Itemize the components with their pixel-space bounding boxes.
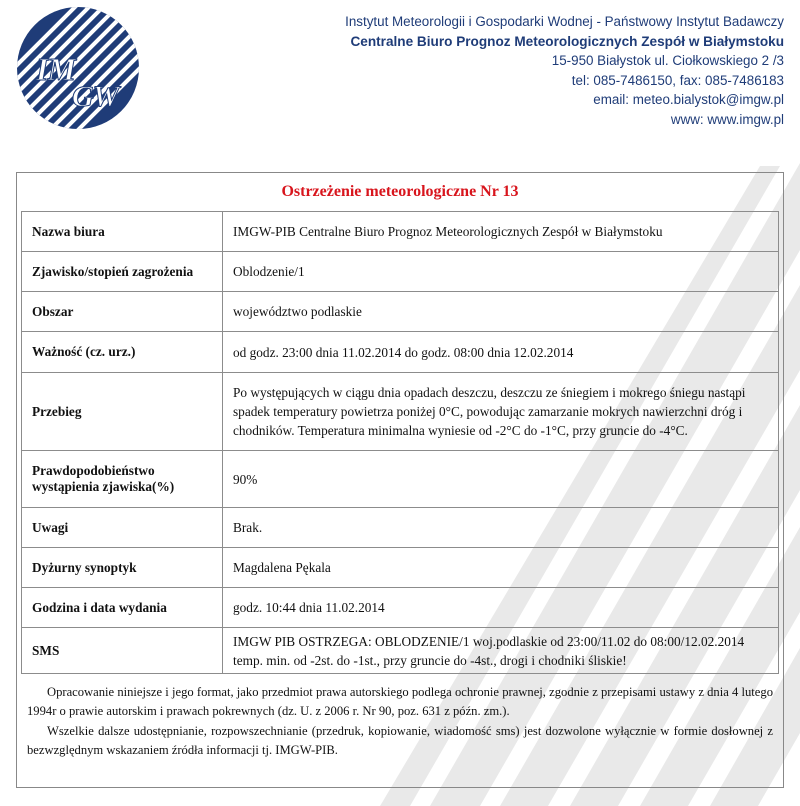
row-value: 90% [223, 451, 779, 508]
row-label: Przebieg [22, 373, 223, 451]
row-value: Magdalena Pękala [223, 548, 779, 588]
imgw-logo [16, 6, 140, 130]
row-value: Oblodzenie/1 [223, 252, 779, 292]
row-value: IMGW-PIB Centralne Biuro Prognoz Meteorologicznych Zespół w Białymstoku [223, 212, 779, 252]
office-name: Centralne Biuro Prognoz Meteorologicznych Zespół w Białymstoku [350, 33, 784, 49]
warning-table [21, 211, 779, 674]
copyright-paragraph: Opracowanie niniejsze i jego format, jako przedmiot prawa autorskiego podlega ochronie prawnej, zgodnie z przepisami ustawy z dnia 4 lutego 1994r o prawie autorskim i prawach pokrewnych (dz. U. z 2006 r. Nr 90, poz. 631 z późn. zm.). [27, 685, 773, 719]
row-label: Zjawisko/stopień zagrożenia [22, 252, 223, 292]
row-label: Dyżurny synoptyk [22, 548, 223, 588]
website[interactable]: www: www.imgw.pl [670, 111, 784, 127]
svg-text:GW: GW [72, 80, 119, 113]
row-value: od godz. 23:00 dnia 11.02.2014 do godz. 08:00 dnia 12.02.2014 [223, 332, 779, 373]
row-value: godz. 10:44 dnia 11.02.2014 [223, 588, 779, 628]
table-row [22, 373, 779, 451]
email[interactable]: email: meteo.bialystok@imgw.pl [593, 92, 784, 107]
table-row [22, 332, 779, 373]
institute-name: Instytut Meteorologii i Gospodarki Wodnej - Państwowy Instytut Badawczy [345, 14, 784, 29]
table-row [22, 588, 779, 628]
row-value: województwo podlaskie [223, 292, 779, 332]
table-row [22, 548, 779, 588]
table-row [22, 451, 779, 508]
row-value: IMGW PIB OSTRZEGA: OBLODZENIE/1 woj.podlaskie od 23:00/11.02 do 08:00/12.02.2014 temp. min. od -2st. do -1st., przy gruncie do -4st., drogi i chodniki śliskie! [223, 628, 779, 674]
row-value: Po występujących w ciągu dnia opadach deszczu, deszczu ze śniegiem i mokrego śniegu nastąpi spadek temperatury powietrza poniżej 0°C, powodując zamarzanie mokrych nawierzchni dróg i chodników. Temperatura minimalna wyniesie od -2°C do -1°C, przy gruncie do -4°C. [223, 373, 779, 451]
row-label: Obszar [22, 292, 223, 332]
header-contact-block [224, 12, 784, 129]
table-row [22, 292, 779, 332]
warning-title: Ostrzeżenie meteorologiczne Nr 13 [281, 183, 519, 200]
row-label: Godzina i data wydania [22, 588, 223, 628]
row-label: Uwagi [22, 508, 223, 548]
row-label: SMS [22, 628, 223, 674]
row-label: Nazwa biura [22, 212, 223, 252]
table-row [22, 212, 779, 252]
table-row [22, 508, 779, 548]
distribution-paragraph: Wszelkie dalsze udostępnianie, rozpowszechnianie (przedruk, kopiowanie, wiadomość sms) jest dozwolone wyłącznie w formie dosłownej z bezwzględnym wskazaniem źródła informacji tj. IMGW-PIB. [27, 723, 773, 757]
row-label: Prawdopodobieństwo wystąpienia zjawiska(%) [22, 451, 223, 508]
row-label: Ważność (cz. urz.) [22, 332, 223, 373]
svg-text:IM: IM [36, 51, 75, 87]
warning-document [16, 172, 784, 788]
table-row [22, 628, 779, 674]
table-row [22, 252, 779, 292]
copyright-notice [27, 683, 773, 760]
phone-fax: tel: 085-7486150, fax: 085-7486183 [571, 72, 784, 88]
address: 15-950 Białystok ul. Ciołkowskiego 2 /3 [551, 53, 784, 68]
row-value: Brak. [223, 508, 779, 548]
